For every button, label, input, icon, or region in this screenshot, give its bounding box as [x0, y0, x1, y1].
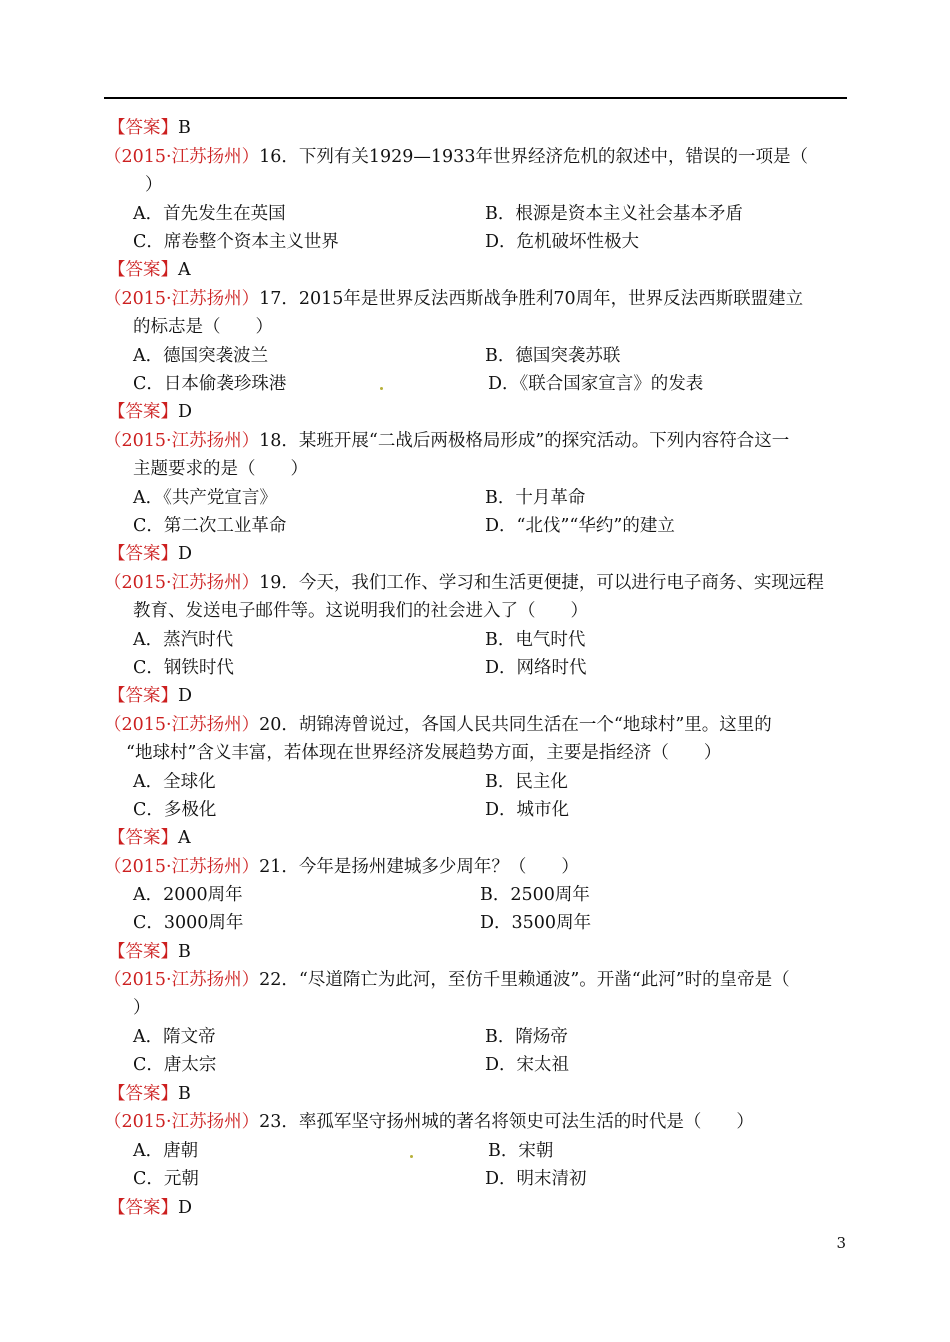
option-c: C．席卷整个资本主义世界: [133, 232, 339, 252]
answer-label: 【答案】: [108, 260, 178, 280]
option-d: D．《联合国家宣言》的发表: [488, 374, 704, 394]
question-stem-cont: 主题要求的是（ ）: [133, 459, 308, 479]
question-stem-cont: ）: [145, 175, 163, 195]
answer-label: 【答案】: [108, 942, 178, 962]
question-line: [104, 429, 789, 453]
option-b: B．德国突袭苏联: [485, 346, 621, 366]
question-stem: 23．率孤军坚守扬州城的著名将领史可法生活的时代是（ ）: [259, 1112, 754, 1132]
answer-line: [108, 400, 192, 424]
answer-value: A: [178, 260, 191, 280]
question-stem: 19．今天，我们工作、学习和生活更便捷，可以进行电子商务、实现远程: [259, 573, 824, 593]
question-line: [104, 1110, 754, 1134]
answer-label: 【答案】: [108, 402, 178, 422]
answer-label: 【答案】: [108, 1198, 178, 1218]
question-stem-cont: ）: [133, 998, 151, 1018]
option-b: B．十月革命: [485, 488, 586, 508]
answer-value: B: [178, 1084, 191, 1104]
question-stem: 21．今年是扬州建城多少周年？（ ）: [259, 857, 579, 877]
answer-value: D: [178, 686, 193, 706]
answer-label: 【答案】: [108, 1084, 178, 1104]
option-a: A．隋文帝: [133, 1027, 216, 1047]
question-source: （2015·江苏扬州）: [104, 857, 260, 877]
answer-value: A: [178, 828, 191, 848]
question-stem: 17．2015年是世界反法西斯战争胜利70周年，世界反法西斯联盟建立: [259, 289, 804, 309]
option-a: A．首先发生在英国: [133, 204, 286, 224]
option-c: C．3000周年: [133, 913, 244, 933]
question-line: [104, 855, 579, 879]
answer-line: [108, 1196, 192, 1220]
question-source: （2015·江苏扬州）: [104, 715, 260, 735]
answer-value: D: [178, 544, 193, 564]
question-stem: 22．“尽道隋亡为此河，至仿千里赖通波”。开凿“此河”时的皇帝是（: [259, 970, 790, 990]
option-c: C．元朝: [133, 1169, 199, 1189]
answer-line: [108, 826, 191, 850]
question-source: （2015·江苏扬州）: [104, 147, 260, 167]
answer-line: [108, 684, 192, 708]
answer-line: [108, 542, 192, 566]
question-source: （2015·江苏扬州）: [104, 431, 260, 451]
answer-label: 【答案】: [108, 544, 178, 564]
option-d: D．宋太祖: [485, 1055, 570, 1075]
page-number: 3: [836, 1234, 846, 1252]
option-b: B．民主化: [485, 772, 568, 792]
question-stem: 16．下列有关1929—1933年世界经济危机的叙述中，错误的一项是（: [259, 147, 808, 167]
question-stem: 18．某班开展“二战后两极格局形成”的探究活动。下列内容符合这一: [259, 431, 790, 451]
option-a: A．全球化: [133, 772, 216, 792]
answer-line: [108, 1082, 191, 1106]
question-source: （2015·江苏扬州）: [104, 1112, 260, 1132]
question-line: [104, 287, 803, 311]
question-stem: 20．胡锦涛曾说过，各国人民共同生活在一个“地球村”里。这里的: [259, 715, 772, 735]
answer-label: 【答案】: [108, 118, 178, 138]
question-line: [104, 145, 808, 169]
answer-line: [108, 940, 191, 964]
option-d: D．3500周年: [480, 913, 592, 933]
option-a: A．2000周年: [133, 885, 243, 905]
answer-value: B: [178, 118, 191, 138]
option-a: A．德国突袭波兰: [133, 346, 269, 366]
option-d: D．危机破坏性极大: [485, 232, 640, 252]
stray-dot: [410, 1155, 413, 1158]
question-line: [104, 571, 824, 595]
option-b: B．隋炀帝: [485, 1027, 568, 1047]
option-d: D．网络时代: [485, 658, 587, 678]
question-stem-cont: 的标志是（ ）: [133, 317, 273, 337]
option-a: A．《共产党宣言》: [133, 488, 277, 508]
answer-line: [108, 116, 191, 140]
option-d: D．“北伐”“华约”的建立: [485, 516, 675, 536]
answer-label: 【答案】: [108, 686, 178, 706]
option-d: D．城市化: [485, 800, 570, 820]
answer-value: B: [178, 942, 191, 962]
question-line: [104, 968, 790, 992]
stray-dot: [380, 387, 383, 390]
option-b: B．根源是资本主义社会基本矛盾: [485, 204, 743, 224]
header-rule: [104, 97, 847, 99]
question-stem-cont: 教育、发送电子邮件等。这说明我们的社会进入了（ ）: [133, 601, 588, 621]
option-c: C．多极化: [133, 800, 217, 820]
answer-label: 【答案】: [108, 828, 178, 848]
answer-line: [108, 258, 191, 282]
option-c: C．钢铁时代: [133, 658, 234, 678]
question-stem-cont: “地球村”含义丰富，若体现在世界经济发展趋势方面，主要是指经济（ ）: [126, 743, 722, 763]
option-c: C．日本偷袭珍珠港: [133, 374, 287, 394]
option-c: C．第二次工业革命: [133, 516, 287, 536]
question-line: [104, 713, 772, 737]
answer-value: D: [178, 402, 193, 422]
question-source: （2015·江苏扬州）: [104, 289, 260, 309]
option-b: B．宋朝: [488, 1141, 554, 1161]
answer-value: D: [178, 1198, 193, 1218]
option-b: B．2500周年: [480, 885, 590, 905]
option-a: A．蒸汽时代: [133, 630, 234, 650]
option-d: D．明末清初: [485, 1169, 587, 1189]
option-c: C．唐太宗: [133, 1055, 217, 1075]
option-a: A．唐朝: [133, 1141, 199, 1161]
option-b: B．电气时代: [485, 630, 586, 650]
question-source: （2015·江苏扬州）: [104, 970, 260, 990]
question-source: （2015·江苏扬州）: [104, 573, 260, 593]
